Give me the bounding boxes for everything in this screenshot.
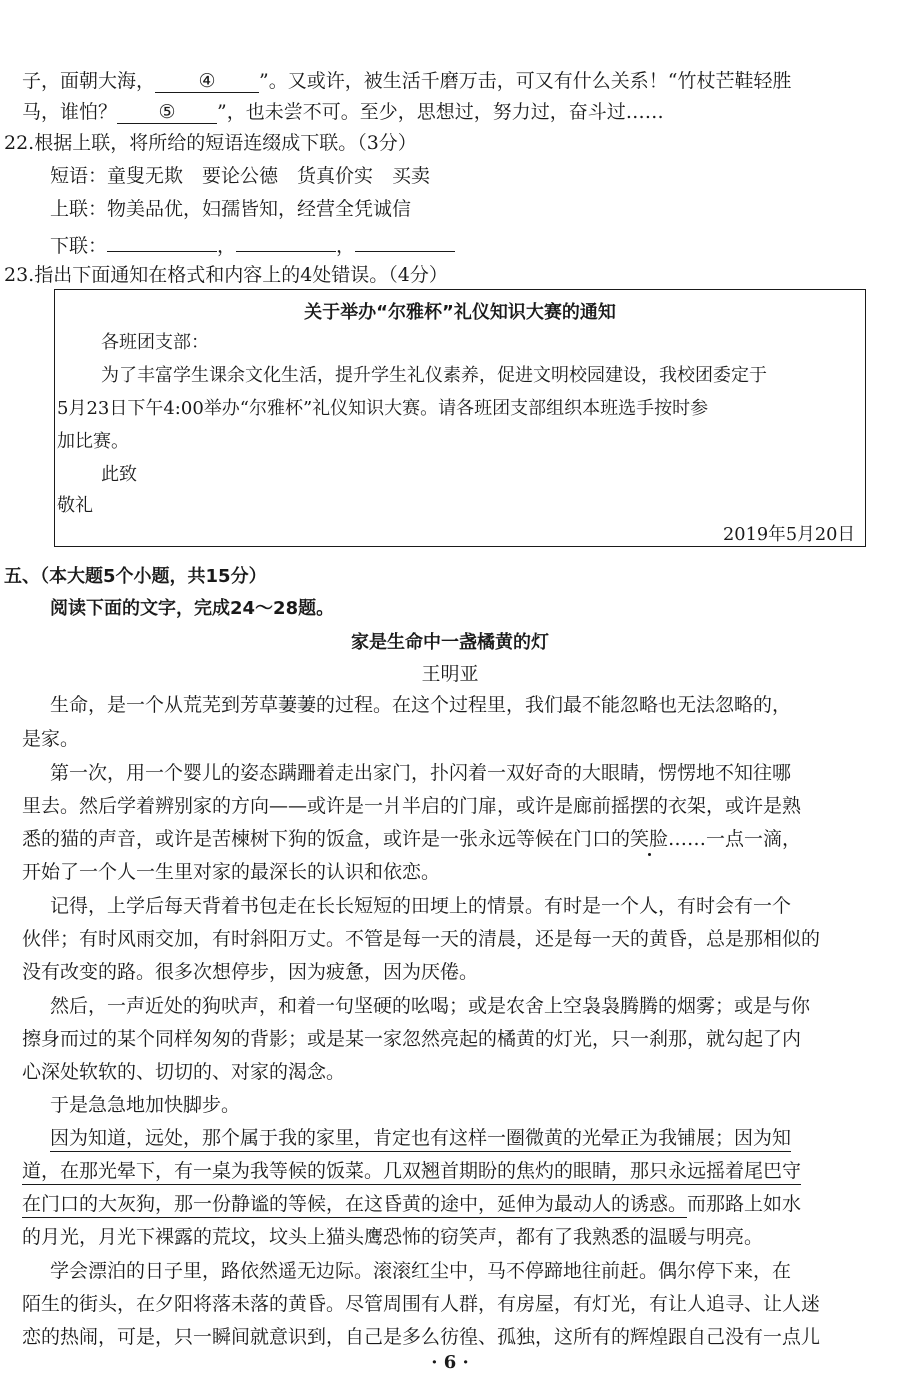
q22-stem: 22.根据上联，将所给的短语连缀成下联。（3分） [4,132,417,154]
q21-line-1 [22,68,791,94]
p6-line-3 [22,1191,801,1217]
p2-line-4: 开始了一个人一生里对家的最深长的认识和依恋。 [22,861,441,883]
answer-blank-4[interactable] [155,70,259,93]
notice-date: 2019年5月20日 [722,524,856,545]
p3-line-1: 记得，上学后每天背着书包走在长长短短的田埂上的情景。有时是一个人，有时会有一个 [50,895,792,917]
q22-upper-couplet: 上联：物美品优，妇孺皆知，经营全凭诚信 [50,198,412,220]
p2-line-3 [22,826,801,852]
section-instruction: 阅读下面的文字，完成24～28题。 [50,598,335,619]
notice-body-3: 加比赛。 [57,431,129,452]
notice-closing-1: 此致 [101,464,137,485]
p2-line-1: 第一次，用一个婴儿的姿态蹒跚着走出家门，扑闪着一双好奇的大眼睛，愣愣地不知往哪 [50,762,792,784]
p6-line-2 [22,1158,801,1184]
lower-blank-3[interactable] [355,229,455,252]
p4-line-3: 心深处软软的、切切的、对家的渴念。 [22,1061,346,1083]
q21-text-a: 子，面朝大海， [22,70,156,92]
passage-author: 王明亚 [421,663,479,685]
p7-line-2: 陌生的街头，在夕阳将落未落的黄昏。尽管周围有人群，有房屋，有灯光，有让人追寻、让人迷 [22,1293,821,1315]
p4-line-2: 擦身而过的某个同样匆匆的背影；或是某一家忽然亮起的橘黄的灯光，只一刹那，就勾起了内 [22,1028,802,1050]
answer-blank-5[interactable] [117,101,217,124]
page-number: · 6 · [431,1352,469,1373]
notice-title: 关于举办“尔雅杯”礼仪知识大赛的通知 [304,302,616,323]
p7-line-3: 恋的热闹，可是，只一瞬间就意识到，自己是多么彷徨、孤独，这所有的辉煌跟自己没有一点儿 [22,1326,821,1348]
p6-underlined-3: 在门口的大灰狗，那一份静谧的等候，在这昏黄的途中，延伸为最动人的诱惑。 [22,1193,687,1218]
notice-box [54,289,866,547]
q21-text-d: ”，也未尝不可。至少，思想过，努力过，奋斗过…… [217,101,664,123]
p6-line-1 [50,1125,791,1151]
q21-text-c: 马，谁怕？ [22,101,118,123]
q21-line-2 [22,99,664,125]
q23-stem: 23.指出下面通知在格式和内容上的4处错误。（4分） [4,264,448,286]
lower-comma-1: ， [217,235,237,257]
q22-lower-couplet [50,229,455,259]
notice-body-1: 为了丰富学生课余文化生活，提升学生礼仪素养，促进文明校园建设，我校团委定于 [101,365,767,386]
p2-line-3-b: ……一点一滴， [668,828,802,850]
passage-title: 家是生命中一盏橘黄的灯 [351,632,549,653]
q21-text-b: ”。又或许，被生活千磨万击，可又有什么关系！“竹杖芒鞋轻胜 [259,70,792,92]
section-heading: 五、（本大题5个小题，共15分） [4,566,267,587]
p7-line-1: 学会漂泊的日子里，路依然遥无边际。滚滚红尘中，马不停蹄地往前赶。偶尔停下来，在 [50,1260,792,1282]
lower-label: 下联： [50,235,108,257]
p3-line-3: 没有改变的路。很多次想停步，因为疲惫，因为厌倦。 [22,961,479,983]
p3-line-2: 伙伴；有时风雨交加，有时斜阳万丈。不管是每一天的清晨，还是每一天的黄昏，总是那相似的 [22,928,821,950]
notice-body-2: 5月23日下午4:00举办“尔雅杯”礼仪知识大赛。请各班团支部组织本班选手按时参 [57,398,709,419]
notice-closing-2: 敬礼 [57,495,93,516]
dotted-word [630,828,668,850]
p1-line-1: 生命，是一个从荒芜到芳草萋萋的过程。在这个过程里，我们最不能忽略也无法忽略的， [50,694,792,716]
p2-line-2: 里去。然后学着辨别家的方向——或许是一爿半启的门扉，或许是廊前摇摆的衣架，或许是熟 [22,795,802,817]
lower-blank-2[interactable] [236,229,336,252]
p5-line: 于是急急地加快脚步。 [50,1094,241,1116]
p6-underlined-1: 因为知道，远处，那个属于我的家里，肯定也有这样一圈微黄的光晕正为我铺展；因为知 [50,1127,791,1152]
q22-phrases: 短语：童叟无欺 要论公德 货真价实 买卖 [50,165,431,187]
blank-4-label: ④ [198,70,216,92]
dotted-word-text: 笑脸 [630,828,669,850]
blank-5-label: ⑤ [158,101,176,123]
lower-comma-2: ， [336,235,356,257]
lower-blank-1[interactable] [107,229,217,252]
notice-salutation: 各班团支部： [101,332,209,353]
p2-line-3-a: 悉的猫的声音，或许是苦楝树下狗的饭盒，或许是一张永远等候在门口的 [22,828,631,850]
p6-underlined-2: 道，在那光晕下，有一桌为我等候的饭菜。几双翘首期盼的焦灼的眼睛，那只永远摇着尾巴守 [22,1160,801,1185]
p1-line-2: 是家。 [22,728,80,750]
p6-line-3-rest: 而那路上如水 [687,1193,802,1215]
p4-line-1: 然后，一声近处的狗吠声，和着一句坚硬的吆喝；或是农舍上空袅袅腾腾的烟雾；或是与你 [50,995,811,1017]
p6-line-4: 的月光，月光下裸露的荒坟，坟头上猫头鹰恐怖的窃笑声，都有了我熟悉的温暖与明亮。 [22,1226,764,1248]
